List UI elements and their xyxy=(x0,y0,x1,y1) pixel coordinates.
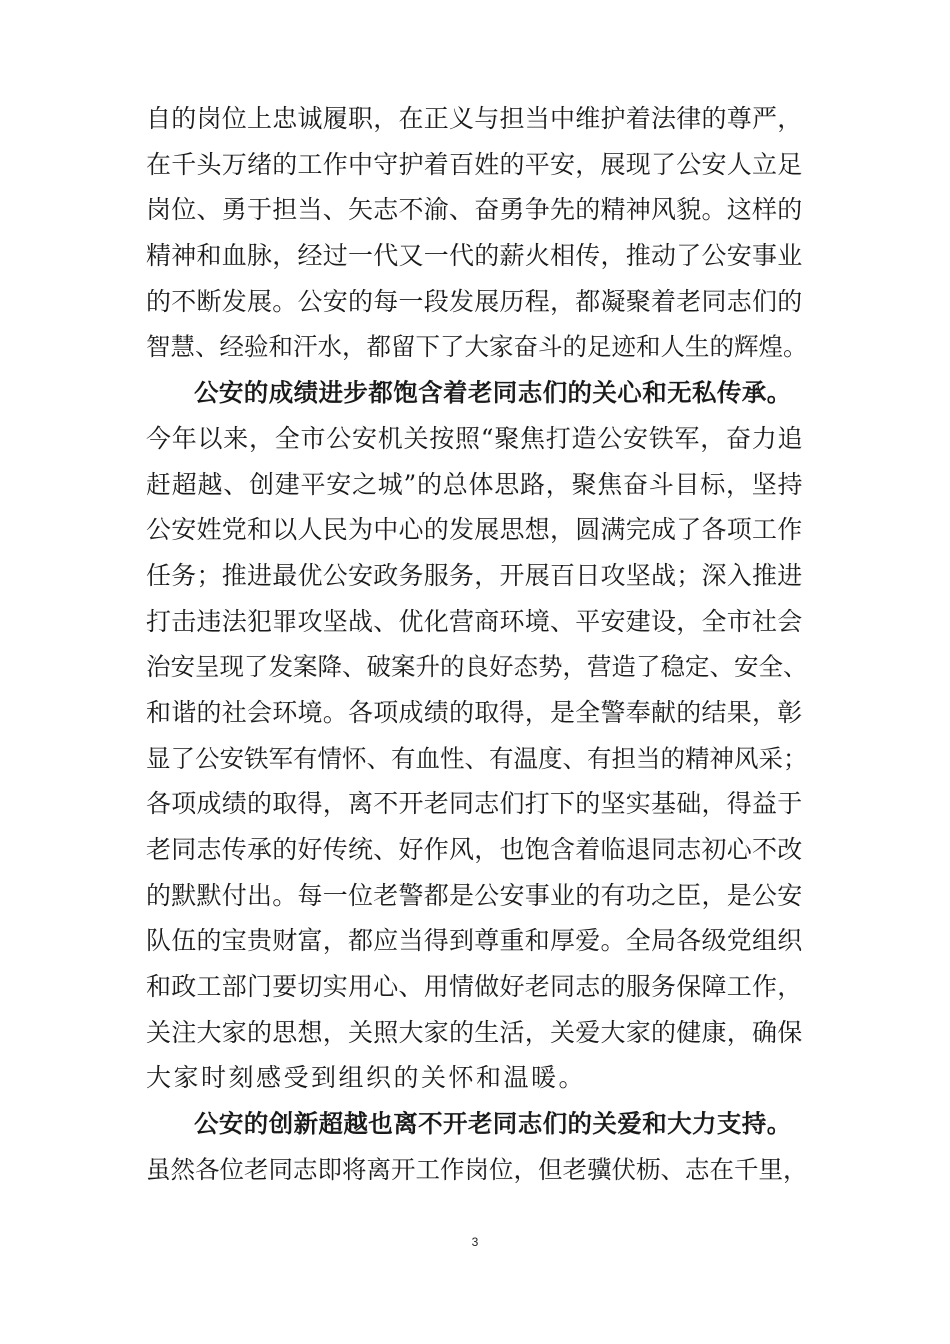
text-line: 精神和血脉，经过一代又一代的薪火相传，推动了公安事业 xyxy=(146,241,803,271)
text-line: 的不断发展。公安的每一段发展历程，都凝聚着老同志们的 xyxy=(146,286,803,316)
text-line: 和政工部门要切实用心、用情做好老同志的服务保障工作， xyxy=(146,972,803,1002)
page-number: 3 xyxy=(471,1235,479,1249)
text-line: 打击违法犯罪攻坚战、优化营商环境、平安建设，全市社会 xyxy=(146,606,803,636)
text-line: 队伍的宝贵财富，都应当得到尊重和厚爱。全局各级党组织 xyxy=(146,926,803,956)
text-line: 各项成绩的取得，离不开老同志们打下的坚实基础，得益于 xyxy=(146,789,803,819)
body-text xyxy=(146,96,808,1193)
text-line: 治安呈现了发案降、破案升的良好态势，营造了稳定、安全、 xyxy=(146,652,808,682)
text-line: 在千头万绪的工作中守护着百姓的平安，展现了公安人立足 xyxy=(146,149,803,179)
text-line: 关注大家的思想，关照大家的生活，关爱大家的健康，确保 xyxy=(146,1017,803,1047)
text-line: 的默默付出。每一位老警都是公安事业的有功之臣，是公安 xyxy=(146,880,803,910)
text-line: 今年以来，全市公安机关按照“聚焦打造公安铁军，奋力追 xyxy=(146,423,804,453)
text-line: 老同志传承的好传统、好作风，也饱含着临退同志初心不改 xyxy=(146,835,803,864)
text-line: 公安姓党和以人民为中心的发展思想，圆满完成了各项工作 xyxy=(146,515,803,545)
paragraph-heading-line: 公安的创新超越也离不开老同志们的关爱和大力支持。 xyxy=(194,1109,792,1139)
text-line: 自的岗位上忠诚履职，在正义与担当中维护着法律的尊严， xyxy=(146,104,803,133)
text-line: 虽然各位老同志即将离开工作岗位，但老骥伏枥、志在千里， xyxy=(146,1154,808,1184)
text-line: 岗位、勇于担当、矢志不渝、奋勇争先的精神风貌。这样的 xyxy=(146,195,803,225)
text-line: 和谐的社会环境。各项成绩的取得，是全警奉献的结果，彰 xyxy=(146,697,803,727)
text-line: 显了公安铁军有情怀、有血性、有温度、有担当的精神风采； xyxy=(146,743,808,773)
paragraph-heading-line: 公安的成绩进步都饱含着老同志们的关心和无私传承。 xyxy=(194,378,792,408)
text-line: 赶超越、创建平安之城”的总体思路，聚焦奋斗目标，坚持 xyxy=(146,469,804,499)
text-line: 智慧、经验和汗水，都留下了大家奋斗的足迹和人生的辉煌。 xyxy=(146,332,808,362)
text-line: 任务；推进最优公安政务服务，开展百日攻坚战；深入推进 xyxy=(146,560,803,590)
text-line: 大家时刻感受到组织的关怀和温暖。 xyxy=(146,1063,587,1093)
